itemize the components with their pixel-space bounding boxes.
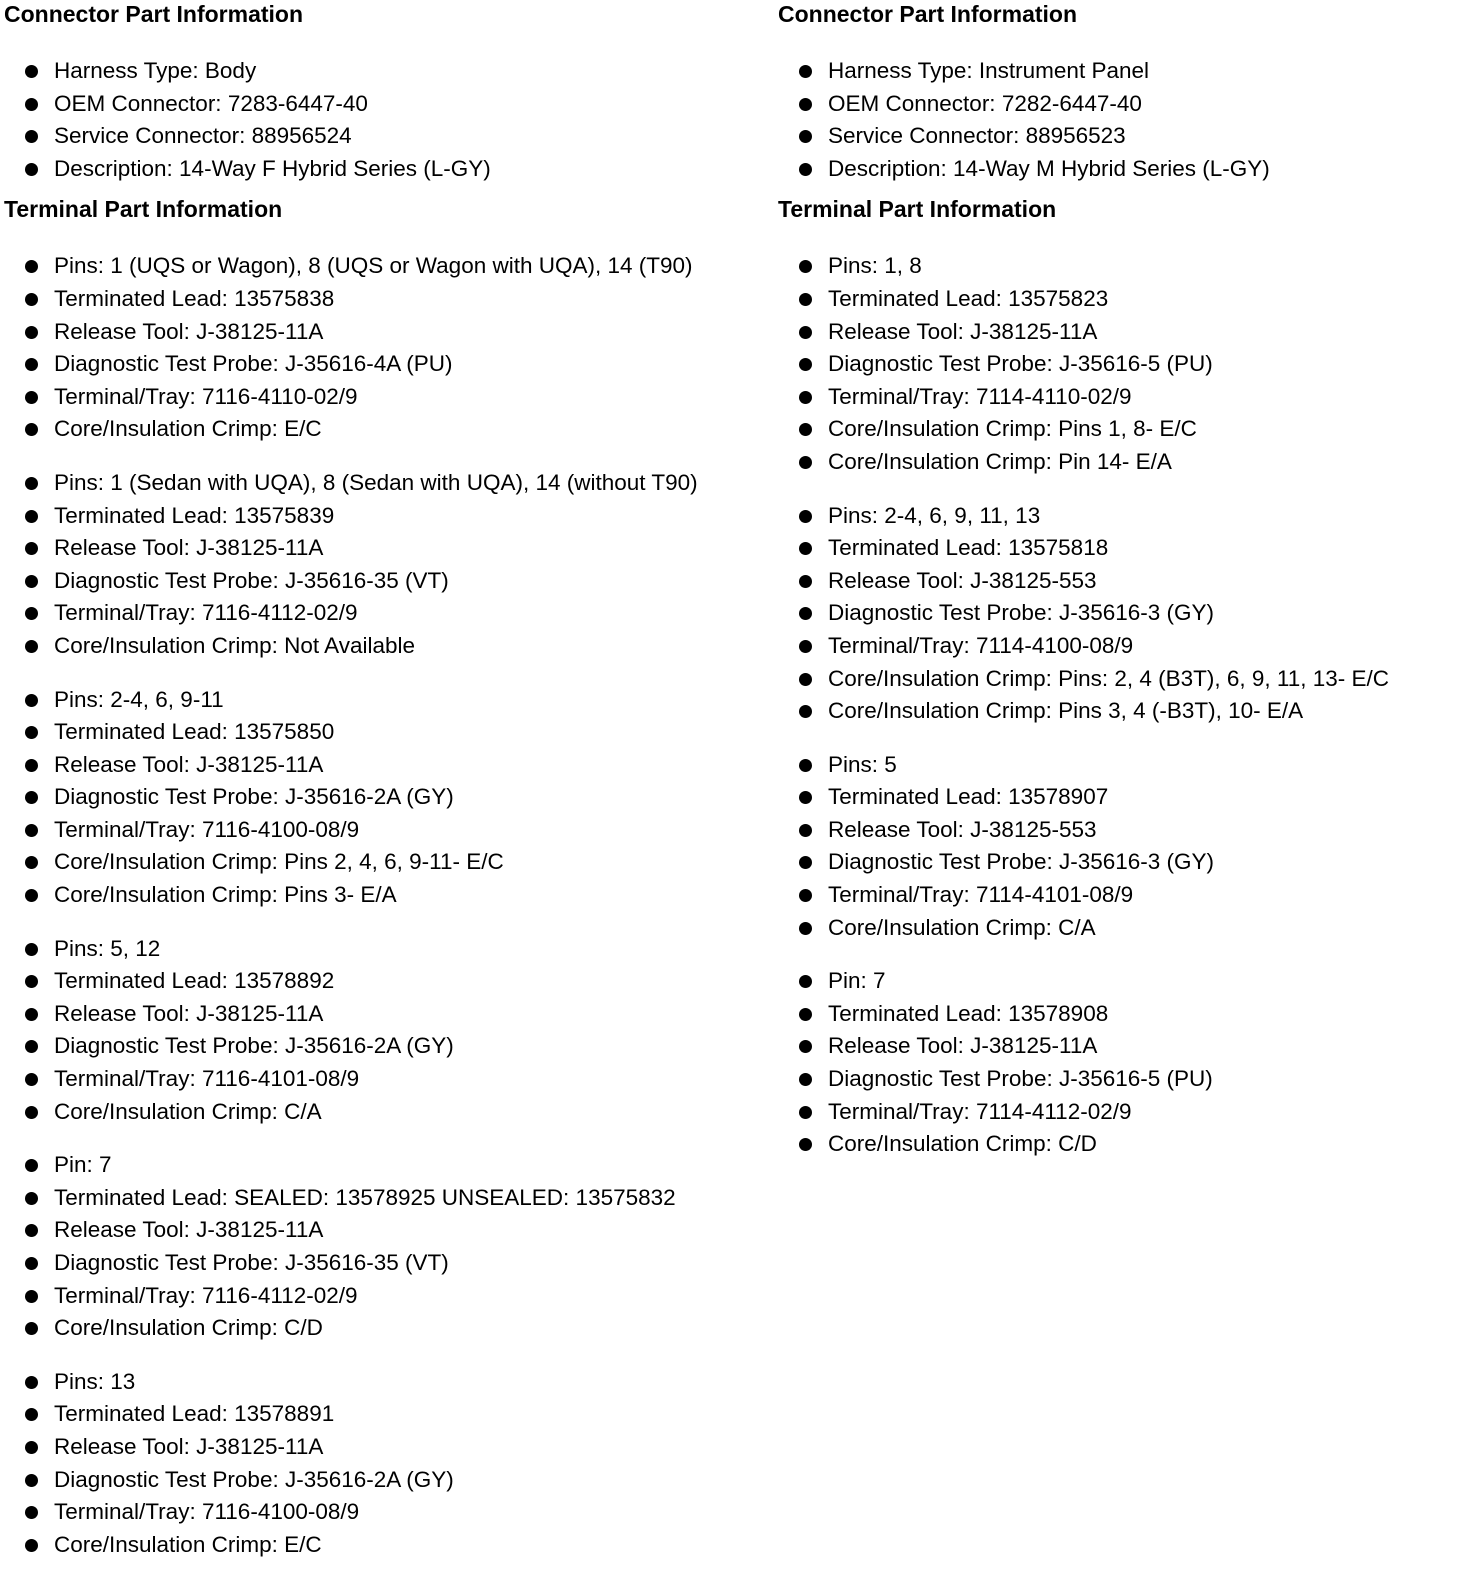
list-item (4, 467, 774, 500)
bullet-icon (799, 922, 812, 935)
list-item-text: Core/Insulation Crimp: Pins 3, 4 (-B3T), 10- E/A (828, 698, 1304, 724)
list-item-text: Diagnostic Test Probe: J-35616-2A (GY) (54, 1033, 454, 1059)
bullet-icon (25, 1290, 38, 1303)
terminal-group (778, 749, 1468, 945)
list-item-text: Pins: 13 (54, 1368, 136, 1394)
list-item-text: Pins: 1, 8 (828, 253, 922, 279)
list-item-text: Diagnostic Test Probe: J-35616-35 (VT) (54, 1250, 449, 1275)
bullet-icon (799, 791, 812, 804)
list-item (4, 1063, 774, 1096)
list-item-text: Terminated Lead: 13575838 (54, 285, 335, 311)
list-item-text: Terminated Lead: 13575850 (54, 719, 335, 745)
terminal-part-information-heading: Terminal Part Information (778, 196, 1057, 223)
connector-info-list (4, 55, 774, 185)
bullet-icon (799, 824, 812, 837)
list-item (4, 532, 774, 565)
list-item-text: Terminal/Tray: 7116-4112-02/9 (54, 600, 358, 626)
list-item-text: Terminal/Tray: 7114-4112-02/9 (828, 1098, 1132, 1124)
bullet-icon (799, 1106, 812, 1119)
bullet-icon (25, 1224, 38, 1237)
terminal-group (4, 1366, 774, 1562)
list-item-text: Release Tool: J-38125-11A (54, 535, 324, 561)
list-item (778, 1030, 1468, 1063)
list-item (778, 381, 1468, 414)
list-item-text: Pins: 1 (UQS or Wagon), 8 (UQS or Wagon with UQA), 14 (T90) (54, 253, 693, 279)
list-item-text: Core/Insulation Crimp: Pins: 2, 4 (B3T), 6, 9, 11, 13- E/C (828, 665, 1390, 691)
list-item (778, 565, 1468, 598)
terminal-group (778, 250, 1468, 478)
bullet-icon (25, 1073, 38, 1086)
list-item-text: Diagnostic Test Probe: J-35616-35 (VT) (54, 567, 449, 593)
bullet-icon (799, 705, 812, 718)
bullet-icon (25, 824, 38, 837)
list-item-text: Terminal/Tray: 7114-4110-02/9 (828, 383, 1132, 409)
bullet-icon (25, 943, 38, 956)
list-item (778, 1096, 1468, 1129)
list-item (4, 1366, 774, 1399)
list-item-text: Pins: 2-4, 6, 9, 11, 13 (828, 502, 1041, 528)
terminal-part-information-heading: Terminal Part Information (4, 196, 283, 223)
list-item-text: Terminal/Tray: 7116-4112-02/9 (54, 1282, 358, 1308)
bullet-icon (799, 456, 812, 469)
list-item (778, 663, 1468, 696)
bullet-icon (25, 358, 38, 371)
bullet-icon (25, 260, 38, 273)
bullet-icon (25, 1322, 38, 1335)
list-item-text: Release Tool: J-38125-553 (828, 567, 1097, 593)
list-item-text: Terminal/Tray: 7116-4110-02/9 (54, 383, 358, 409)
list-item-text: Terminated Lead: 13578891 (54, 1401, 335, 1427)
list-item (4, 413, 774, 446)
bullet-icon (799, 65, 812, 78)
list-item (778, 532, 1468, 565)
bullet-icon (799, 673, 812, 686)
list-item-text: Terminal/Tray: 7114-4101-08/9 (828, 882, 1134, 908)
list-item (4, 1030, 774, 1063)
bullet-icon (25, 1192, 38, 1205)
list-item (4, 630, 774, 663)
list-item-text: Terminated Lead: SEALED: 13578925 UNSEALED: 13575832 (54, 1184, 676, 1210)
bullet-icon (799, 1008, 812, 1021)
list-item (4, 1398, 774, 1431)
bullet-icon (799, 510, 812, 523)
bullet-icon (799, 889, 812, 902)
list-item (778, 348, 1468, 381)
list-item (778, 283, 1468, 316)
list-item (4, 781, 774, 814)
list-item-text: Terminated Lead: 13578908 (828, 1000, 1109, 1026)
bullet-icon (799, 163, 812, 176)
list-item-text: Terminated Lead: 13575839 (54, 502, 335, 528)
list-item (778, 55, 1468, 88)
list-item-text: OEM Connector: 7283-6447-40 (54, 90, 368, 116)
list-item (778, 912, 1468, 945)
bullet-icon (25, 889, 38, 902)
list-item (778, 1128, 1468, 1161)
list-item-text: Terminated Lead: 13575823 (828, 285, 1109, 311)
list-item (4, 965, 774, 998)
list-item-text: Pin: 7 (54, 1152, 112, 1178)
list-item-text: Diagnostic Test Probe: J-35616-2A (GY) (54, 1466, 454, 1492)
bullet-icon (799, 640, 812, 653)
list-item (778, 88, 1468, 121)
list-item (4, 998, 774, 1031)
bullet-icon (25, 607, 38, 620)
bullet-icon (25, 1539, 38, 1552)
list-item-text: Description: 14-Way M Hybrid Series (L-GY) (828, 155, 1270, 181)
bullet-icon (25, 65, 38, 78)
list-item (4, 1280, 774, 1313)
bullet-icon (799, 1040, 812, 1053)
list-item (4, 88, 774, 121)
list-item (778, 413, 1468, 446)
list-item (778, 781, 1468, 814)
terminal-groups (4, 250, 774, 1561)
bullet-icon (25, 423, 38, 436)
connector-part-information-heading: Connector Part Information (778, 1, 1078, 27)
bullet-icon (25, 791, 38, 804)
list-item (778, 250, 1468, 283)
bullet-icon (799, 856, 812, 869)
bullet-icon (799, 575, 812, 588)
list-item-text: Diagnostic Test Probe: J-35616-2A (GY) (54, 784, 454, 810)
list-item (778, 120, 1468, 153)
list-item (4, 933, 774, 966)
list-item-text: Pins: 5 (828, 751, 897, 777)
list-item (778, 749, 1468, 782)
bullet-icon (25, 1474, 38, 1487)
bullet-icon (25, 726, 38, 739)
list-item (778, 998, 1468, 1031)
connector-part-information-heading: Connector Part Information (4, 1, 304, 27)
terminal-group (4, 250, 774, 446)
list-item (4, 1464, 774, 1497)
list-item-text: Core/Insulation Crimp: Pins 3- E/A (54, 882, 397, 908)
bullet-icon (799, 1073, 812, 1086)
bullet-icon (25, 326, 38, 339)
list-item-text: Core/Insulation Crimp: C/D (828, 1131, 1097, 1157)
connector-info-list (778, 55, 1468, 185)
bullet-icon (25, 856, 38, 869)
list-item-text: Terminal/Tray: 7116-4100-08/9 (54, 816, 360, 842)
list-item-text: Harness Type: Body (54, 58, 257, 83)
list-item (778, 695, 1468, 728)
terminal-group (4, 684, 774, 912)
list-item (4, 120, 774, 153)
list-item (4, 348, 774, 381)
bullet-icon (799, 607, 812, 620)
list-item-text: Pins: 1 (Sedan with UQA), 8 (Sedan with UQA), 14 (without T90) (54, 469, 698, 495)
list-item-text: Description: 14-Way F Hybrid Series (L-GY) (54, 155, 491, 181)
bullet-icon (799, 391, 812, 404)
list-item-text: Core/Insulation Crimp: C/D (54, 1315, 323, 1341)
list-item-text: Pins: 5, 12 (54, 935, 161, 961)
bullet-icon (25, 1441, 38, 1454)
bullet-icon (799, 759, 812, 772)
list-item (4, 250, 774, 283)
list-item (4, 879, 774, 912)
list-item (778, 153, 1468, 186)
list-item (4, 1214, 774, 1247)
list-item-text: Terminated Lead: 13578907 (828, 784, 1109, 810)
bullet-icon (25, 391, 38, 404)
list-item-text: Release Tool: J-38125-11A (54, 1000, 324, 1026)
list-item-text: Core/Insulation Crimp: C/A (828, 914, 1096, 940)
list-item (4, 1431, 774, 1464)
terminal-group (4, 1149, 774, 1345)
list-item (4, 1096, 774, 1129)
bullet-icon (799, 358, 812, 371)
list-item (778, 1063, 1468, 1096)
list-item-text: Release Tool: J-38125-11A (54, 751, 324, 777)
terminal-group (778, 965, 1468, 1161)
list-item (778, 965, 1468, 998)
bullet-icon (25, 1376, 38, 1389)
bullet-icon (799, 1138, 812, 1151)
list-item (778, 316, 1468, 349)
bullet-icon (25, 1506, 38, 1519)
list-item-text: Release Tool: J-38125-553 (828, 816, 1097, 842)
list-item-text: Release Tool: J-38125-11A (54, 1433, 324, 1459)
list-item-text: Terminal/Tray: 7114-4100-08/9 (828, 632, 1134, 658)
list-item (4, 500, 774, 533)
list-item-text: Diagnostic Test Probe: J-35616-3 (GY) (828, 600, 1215, 626)
bullet-icon (799, 130, 812, 143)
bullet-icon (799, 260, 812, 273)
list-item-text: Core/Insulation Crimp: E/C (54, 1531, 322, 1557)
terminal-group (4, 933, 774, 1129)
list-item (778, 500, 1468, 533)
list-item-text: Core/Insulation Crimp: Pins 1, 8- E/C (828, 416, 1197, 442)
list-item (4, 1496, 774, 1529)
list-item-text: Release Tool: J-38125-11A (828, 1033, 1098, 1059)
bullet-icon (25, 759, 38, 772)
bullet-icon (25, 1408, 38, 1421)
bullet-icon (799, 975, 812, 988)
list-item (4, 381, 774, 414)
list-item (4, 597, 774, 630)
list-item (4, 1182, 774, 1215)
list-item (4, 1312, 774, 1345)
list-item (4, 153, 774, 186)
list-item-text: Core/Insulation Crimp: E/C (54, 416, 322, 442)
list-item (4, 846, 774, 879)
bullet-icon (25, 1008, 38, 1021)
bullet-icon (25, 640, 38, 653)
bullet-icon (25, 98, 38, 111)
list-item-text: Core/Insulation Crimp: C/A (54, 1098, 322, 1124)
list-item-text: OEM Connector: 7282-6447-40 (828, 90, 1142, 116)
list-item (778, 814, 1468, 847)
list-item-text: Terminal/Tray: 7116-4100-08/9 (54, 1499, 360, 1525)
list-item (4, 316, 774, 349)
list-item (4, 814, 774, 847)
bullet-icon (25, 1040, 38, 1053)
list-item-text: Core/Insulation Crimp: Pins 2, 4, 6, 9-11- E/C (54, 849, 504, 875)
bullet-icon (799, 293, 812, 306)
left-column (4, 0, 774, 1561)
list-item-text: Terminated Lead: 13578892 (54, 968, 335, 994)
list-item-text: Release Tool: J-38125-11A (54, 1217, 324, 1243)
list-item-text: Harness Type: Instrument Panel (828, 58, 1149, 83)
terminal-groups (778, 250, 1468, 1160)
list-item-text: Pins: 2-4, 6, 9-11 (54, 686, 224, 712)
bullet-icon (25, 293, 38, 306)
list-item (4, 1149, 774, 1182)
list-item (4, 716, 774, 749)
bullet-icon (799, 326, 812, 339)
list-item-text: Terminated Lead: 13575818 (828, 535, 1109, 561)
bullet-icon (25, 575, 38, 588)
list-item-text: Diagnostic Test Probe: J-35616-5 (PU) (828, 1066, 1213, 1092)
list-item (778, 597, 1468, 630)
list-item (4, 684, 774, 717)
terminal-group (778, 500, 1468, 728)
list-item-text: Diagnostic Test Probe: J-35616-5 (PU) (828, 351, 1213, 377)
bullet-icon (25, 130, 38, 143)
list-item-text: Pin: 7 (828, 968, 886, 994)
bullet-icon (799, 423, 812, 436)
list-item (4, 565, 774, 598)
bullet-icon (25, 542, 38, 555)
list-item-text: Core/Insulation Crimp: Not Available (54, 632, 416, 658)
list-item (4, 749, 774, 782)
list-item-text: Service Connector: 88956524 (54, 123, 352, 149)
list-item (778, 846, 1468, 879)
bullet-icon (25, 1159, 38, 1172)
bullet-icon (25, 510, 38, 523)
bullet-icon (25, 163, 38, 176)
bullet-icon (25, 975, 38, 988)
list-item (778, 879, 1468, 912)
bullet-icon (799, 542, 812, 555)
list-item-text: Release Tool: J-38125-11A (54, 318, 324, 344)
list-item-text: Service Connector: 88956523 (828, 123, 1126, 149)
list-item-text: Diagnostic Test Probe: J-35616-3 (GY) (828, 849, 1215, 875)
list-item (778, 630, 1468, 663)
right-column (778, 0, 1468, 1161)
list-item (4, 1529, 774, 1562)
list-item-text: Terminal/Tray: 7116-4101-08/9 (54, 1066, 360, 1092)
list-item (4, 1247, 774, 1280)
terminal-group (4, 467, 774, 663)
list-item (4, 55, 774, 88)
bullet-icon (799, 98, 812, 111)
list-item-text: Core/Insulation Crimp: Pin 14- E/A (828, 448, 1172, 474)
bullet-icon (25, 477, 38, 490)
bullet-icon (25, 694, 38, 707)
bullet-icon (25, 1106, 38, 1119)
list-item (778, 446, 1468, 479)
list-item (4, 283, 774, 316)
list-item-text: Release Tool: J-38125-11A (828, 318, 1098, 344)
list-item-text: Diagnostic Test Probe: J-35616-4A (PU) (54, 351, 453, 377)
bullet-icon (25, 1257, 38, 1270)
